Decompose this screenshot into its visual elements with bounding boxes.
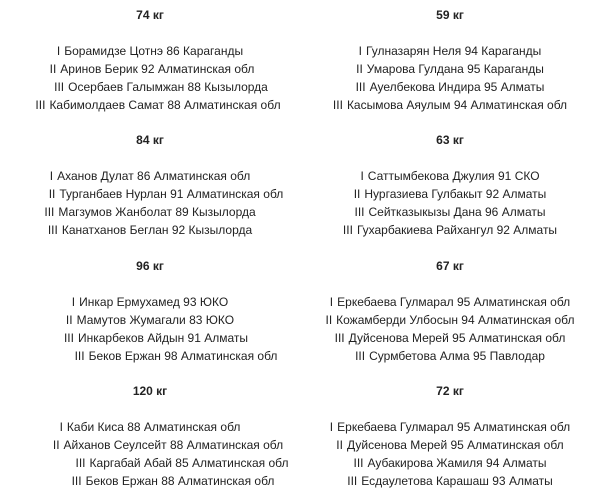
athlete-entry: Еркебаева Гулмарал 95 Алматинская обл — [337, 420, 571, 434]
weight-category-67 — [300, 259, 600, 365]
result-row — [0, 472, 300, 490]
weight-category-120 — [0, 384, 300, 490]
place-numeral: III — [74, 349, 85, 363]
weight-heading: 84 кг — [136, 133, 164, 147]
athlete-entry: Кабимолдаев Самат 88 Алматинская обл — [49, 98, 281, 112]
athlete-entry: Беков Ержан 98 Алматинская обл — [88, 349, 278, 363]
place-numeral: II — [356, 62, 363, 76]
results-list — [0, 418, 300, 490]
weight-heading: 59 кг — [436, 8, 464, 22]
weight-heading: 67 кг — [436, 259, 464, 273]
athlete-entry: Дуйсенова Мерей 95 Алматинская обл — [346, 438, 564, 452]
athlete-entry: Аханов Дулат 86 Алматинская обл — [57, 169, 251, 183]
athlete-entry: Каби Киса 88 Алматинская обл — [66, 420, 241, 434]
weight-heading: 74 кг — [136, 8, 164, 22]
place-numeral: III — [54, 80, 65, 94]
results-list — [300, 42, 600, 114]
result-row — [300, 203, 600, 221]
athlete-entry: Мамутов Жумагали 83 ЮКО — [76, 313, 235, 327]
result-row — [300, 60, 600, 78]
place-numeral: II — [65, 313, 73, 327]
place-numeral: III — [354, 205, 365, 219]
place-numeral: II — [336, 438, 343, 452]
athlete-entry: Есдаулетова Карашаш 93 Алматы — [361, 474, 553, 488]
place-numeral: I — [56, 44, 61, 58]
result-row — [300, 78, 600, 96]
weight-heading: 96 кг — [136, 259, 164, 273]
place-numeral: II — [48, 187, 56, 201]
result-row — [0, 78, 300, 96]
athlete-entry: Беков Ержан 88 Алматинская обл — [85, 474, 275, 488]
athlete-entry: Дуйсенова Мерей 95 Алматинская обл — [348, 331, 566, 345]
place-numeral: III — [355, 80, 366, 94]
result-row — [0, 60, 300, 78]
result-row — [300, 454, 600, 472]
place-numeral: III — [353, 456, 364, 470]
place-numeral: I — [71, 295, 76, 309]
athlete-entry: Аубакирова Жамиля 94 Алматы — [367, 456, 547, 470]
athlete-entry: Сурмбетова Алма 95 Павлодар — [369, 349, 545, 363]
result-row — [0, 203, 300, 221]
place-numeral: II — [353, 187, 361, 201]
weight-heading: 72 кг — [436, 384, 464, 398]
result-row — [300, 185, 600, 203]
result-row — [0, 311, 300, 329]
result-row — [300, 418, 600, 436]
place-numeral: II — [325, 313, 333, 327]
weight-category-74 — [0, 8, 300, 114]
weight-category-59 — [300, 8, 600, 114]
result-row — [0, 293, 300, 311]
place-numeral: I — [49, 169, 54, 183]
result-row — [0, 167, 300, 185]
weight-heading: 63 кг — [436, 133, 464, 147]
athlete-entry: Турганбаев Нурлан 91 Алматинская обл — [59, 187, 284, 201]
result-row — [300, 42, 600, 60]
place-numeral: II — [49, 62, 57, 76]
weight-category-63 — [300, 133, 600, 239]
weight-category-84 — [0, 133, 300, 239]
results-list — [300, 418, 600, 490]
athlete-entry: Айханов Сеулсейт 88 Алматинская обл — [63, 438, 284, 452]
result-row — [0, 454, 300, 472]
place-numeral: III — [347, 474, 358, 488]
weight-category-96 — [0, 259, 300, 365]
result-row — [300, 436, 600, 454]
place-numeral: I — [329, 295, 334, 309]
place-numeral: III — [332, 98, 343, 112]
place-numeral: I — [329, 420, 334, 434]
athlete-entry: Каргабай Абай 85 Алматинская обл — [89, 456, 289, 470]
place-numeral: III — [334, 331, 345, 345]
result-row — [0, 436, 300, 454]
result-row — [0, 221, 300, 239]
results-list — [0, 42, 300, 114]
result-row — [300, 221, 600, 239]
athlete-entry: Инкарбеков Айдын 91 Алматы — [77, 331, 249, 345]
athlete-entry: Нургазиева Гулбакыт 92 Алматы — [364, 187, 547, 201]
athlete-entry: Канатханов Беглан 92 Кызылорда — [61, 223, 253, 237]
athlete-entry: Ауелбекова Индира 95 Алматы — [369, 80, 545, 94]
athlete-entry: Аринов Берик 92 Алматинская обл — [60, 62, 255, 76]
place-numeral: III — [47, 223, 58, 237]
result-row — [0, 347, 300, 365]
place-numeral: I — [358, 44, 363, 58]
result-row — [0, 96, 300, 114]
athlete-entry: Борамидзе Цотнэ 86 Караганды — [64, 44, 244, 58]
results-list — [0, 293, 300, 365]
athlete-entry: Гулназарян Неля 94 Караганды — [366, 44, 542, 58]
result-row — [300, 311, 600, 329]
athlete-entry: Осербаев Галымжан 88 Кызылорда — [68, 80, 268, 94]
result-row — [300, 293, 600, 311]
athlete-entry: Инкар Ермухамед 93 ЮКО — [79, 295, 229, 309]
weight-category-72 — [300, 384, 600, 490]
place-numeral: I — [59, 420, 63, 434]
result-row — [0, 185, 300, 203]
weight-heading: 120 кг — [132, 384, 168, 398]
athlete-entry: Гухарбакиева Райхангул 92 Алматы — [356, 223, 558, 237]
result-row — [0, 329, 300, 347]
athlete-entry: Сейтказыкызы Дана 96 Алматы — [368, 205, 546, 219]
athlete-entry: Касымова Аяулым 94 Алматинская обл — [346, 98, 568, 112]
result-row — [300, 167, 600, 185]
place-numeral: III — [44, 205, 55, 219]
result-row — [0, 418, 300, 436]
place-numeral: III — [35, 98, 46, 112]
result-row — [300, 96, 600, 114]
results-list — [0, 167, 300, 239]
place-numeral: III — [75, 456, 86, 470]
result-row — [300, 329, 600, 347]
result-row — [300, 347, 600, 365]
athlete-entry: Магзумов Жанболат 89 Кызылорда — [58, 205, 256, 219]
athlete-entry: Саттымбекова Джулия 91 СКО — [367, 169, 540, 183]
results-list — [300, 167, 600, 239]
place-numeral: II — [52, 438, 60, 452]
athlete-entry: Кожамберди Улбосын 94 Алматинская обл — [336, 313, 575, 327]
place-numeral: III — [355, 349, 366, 363]
place-numeral: III — [71, 474, 82, 488]
athlete-entry: Еркебаева Гулмарал 95 Алматинская обл — [337, 295, 571, 309]
athlete-entry: Умарова Гулдана 95 Караганды — [366, 62, 544, 76]
place-numeral: III — [63, 331, 74, 345]
results-list — [300, 293, 600, 365]
place-numeral: III — [342, 223, 353, 237]
result-row — [0, 42, 300, 60]
place-numeral: I — [360, 169, 364, 183]
result-row — [300, 472, 600, 490]
